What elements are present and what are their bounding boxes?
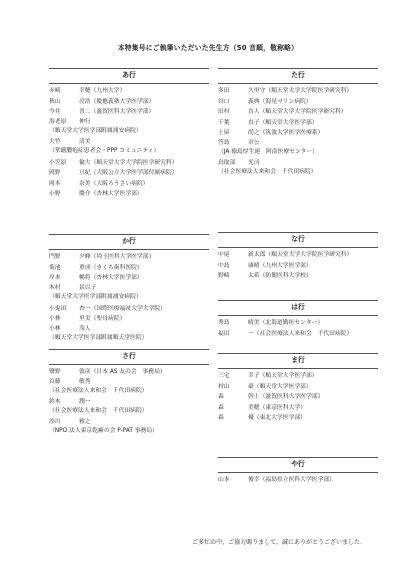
contributor-affiliation: （JA 徳島厚生連 阿南医療センター） bbox=[218, 149, 318, 155]
list-item bbox=[218, 107, 378, 118]
contributor-given-name-affiliation: 優（東北大学医学部） bbox=[248, 415, 306, 421]
list-item bbox=[49, 378, 209, 398]
contributor-list bbox=[49, 86, 209, 200]
contributor-surname: 秋山 bbox=[49, 98, 61, 105]
contributor-surname: 小野 bbox=[49, 191, 61, 197]
contributor-given-name-affiliation: 倫大（順天堂大学大学院医学研究科） bbox=[79, 159, 178, 166]
list-item bbox=[49, 252, 209, 263]
contributor-given-name-affiliation: 潤一 bbox=[79, 398, 91, 405]
contributor-given-name-affiliation: 久里守（順天堂大学大学院医学研究科） bbox=[248, 88, 353, 94]
contributor-surname: 田村 bbox=[218, 109, 230, 115]
contributor-given-name-affiliation: 杏一（国際医療福祉大学大学院） bbox=[79, 305, 166, 312]
list-item bbox=[49, 179, 209, 190]
contributor-affiliation: （順天堂大学医学部附属浦安病院） bbox=[49, 294, 142, 300]
contributor-surname: 中島 bbox=[218, 262, 230, 269]
contributor-given-name-affiliation: 幹士（滋賀医科大学医学部） bbox=[248, 394, 324, 400]
contributor-surname: 鹽野 bbox=[49, 369, 61, 375]
contributor-affiliation: （NPO 法人東京乾癬の会 P-PAT 事務局） bbox=[49, 428, 158, 434]
contributor-surname: 森 bbox=[218, 404, 224, 411]
contributor-affiliation: （順天堂大学医学部附属順天堂医院） bbox=[49, 335, 148, 341]
contributor-given-name-affiliation: 光司 bbox=[248, 159, 260, 166]
contributor-affiliation: （社会医療法人来和会 千代田病院） bbox=[49, 408, 148, 414]
contributor-given-name-affiliation: 一（社会医療法人来和会 千代田病院） bbox=[248, 330, 353, 337]
contributor-surname: 大竹 bbox=[49, 138, 61, 145]
list-item bbox=[49, 118, 209, 138]
contributor-surname: 海老原 bbox=[49, 118, 67, 125]
section-heading: や行 bbox=[218, 457, 378, 473]
contributor-surname: 木村 bbox=[49, 284, 61, 291]
footer-thanks: ご多忙の中，ご協力賜りまして，誠にありがとうございました． bbox=[192, 539, 366, 546]
list-item bbox=[49, 418, 209, 438]
contributor-surname: 赤崎 bbox=[49, 88, 61, 94]
list-item bbox=[218, 86, 378, 97]
list-item bbox=[218, 403, 378, 414]
contributor-affiliation: （掌蹠膿疱症患者会・PPP コミュニティ） bbox=[49, 148, 160, 154]
contributor-surname: 小鬼田 bbox=[49, 305, 67, 312]
contributor-given-name-affiliation: 里実（聖母病院） bbox=[79, 316, 126, 322]
list-item bbox=[49, 86, 209, 97]
contributor-given-name-affiliation: 直子（順天堂大学医学部） bbox=[248, 119, 318, 126]
contributor-given-name-affiliation: 幸子（順天堂大学医学部） bbox=[248, 373, 318, 379]
contributor-surname: 添川 bbox=[49, 418, 61, 425]
section-heading: あ行 bbox=[49, 68, 209, 84]
contributor-list bbox=[218, 475, 378, 486]
contributor-given-name-affiliation: 奈美（大阪ろうさい病院） bbox=[79, 180, 149, 187]
list-item bbox=[218, 139, 378, 159]
contributor-surname: 山本 bbox=[218, 477, 230, 483]
contributor-affiliation: （社会医療法人来和会 千代田病院） bbox=[218, 169, 317, 175]
contributor-surname: 答島 bbox=[218, 139, 230, 146]
contributor-surname: 森 bbox=[218, 394, 224, 400]
contributor-given-name-affiliation: 直人（順天堂大学大学院医学研究科） bbox=[248, 109, 347, 115]
contributor-affiliation: （社会医療法人来和会 千代田病院） bbox=[49, 388, 148, 394]
contributor-surname: 小笠原 bbox=[49, 159, 67, 166]
contributor-given-name-affiliation: 尚之（筑波大学医学医療系） bbox=[248, 130, 324, 136]
list-item bbox=[49, 138, 209, 158]
contributor-list bbox=[49, 252, 209, 345]
contributor-list bbox=[218, 250, 378, 282]
contributor-surname: 鈴木 bbox=[49, 398, 61, 405]
contributor-given-name-affiliation: 亮浩（慶應義塾大学医学部） bbox=[79, 98, 155, 105]
section-right-2 bbox=[218, 300, 378, 339]
section-right-1 bbox=[218, 232, 378, 282]
list-item bbox=[218, 371, 378, 382]
section-right-0 bbox=[218, 68, 378, 179]
list-item bbox=[218, 382, 378, 393]
page-title: 本特集号にご執筆いただいた先生方（50 音順，敬称略） bbox=[117, 44, 299, 52]
contributor-given-name-affiliation: 暢将（杏林大学医学部） bbox=[79, 275, 143, 281]
contributor-list bbox=[49, 367, 209, 438]
contributor-surname: 土屋 bbox=[218, 130, 230, 136]
contributor-given-name-affiliation: 慶介（杏林大学医学部） bbox=[79, 191, 143, 197]
list-item bbox=[49, 273, 209, 284]
contributor-list bbox=[218, 371, 378, 424]
list-item bbox=[49, 97, 209, 108]
list-item bbox=[49, 314, 209, 325]
section-left-0 bbox=[49, 68, 209, 200]
contributor-surname: 中尾 bbox=[218, 252, 230, 258]
contributor-given-name-affiliation: 太希（防衛医科大学校） bbox=[248, 273, 312, 279]
contributor-surname: 谷口 bbox=[218, 98, 230, 105]
contributor-given-name-affiliation: 雅之 bbox=[79, 418, 91, 425]
contributor-given-name-affiliation: 晴美（北海道勤医センター） bbox=[248, 320, 324, 326]
section-heading: さ行 bbox=[49, 349, 209, 365]
contributor-given-name-affiliation: 豪（順天堂大学医学部） bbox=[248, 383, 312, 390]
contributor-given-name-affiliation: 敏秀 bbox=[79, 378, 91, 385]
contributor-surname: 三宅 bbox=[218, 373, 230, 379]
contributor-surname: 門野 bbox=[49, 254, 61, 260]
list-item bbox=[218, 261, 378, 272]
list-item bbox=[49, 367, 209, 378]
list-item bbox=[218, 250, 378, 261]
contributor-given-name-affiliation: 敦彦（日本 AS 友の会 事務局） bbox=[79, 369, 166, 375]
section-right-3 bbox=[218, 353, 378, 424]
list-item bbox=[218, 475, 378, 486]
contributor-surname: 岡本 bbox=[49, 180, 61, 187]
list-item bbox=[49, 189, 209, 200]
contributor-given-name-affiliation: 義典（海星マリン病院） bbox=[248, 98, 312, 105]
contributor-given-name-affiliation: 幸穂（九州大学） bbox=[79, 88, 126, 94]
section-heading: か行 bbox=[49, 234, 209, 250]
list-item bbox=[218, 118, 378, 129]
list-item bbox=[49, 158, 209, 169]
list-item bbox=[49, 325, 209, 345]
list-item bbox=[218, 413, 378, 424]
list-item bbox=[218, 271, 378, 282]
section-heading: た行 bbox=[218, 68, 378, 84]
contributor-list bbox=[218, 318, 378, 339]
contributor-given-name-affiliation: 章公 bbox=[248, 139, 260, 146]
list-item bbox=[218, 318, 378, 329]
contributor-given-name-affiliation: 清美 bbox=[79, 138, 91, 145]
contributor-given-name-affiliation: 美穂（東京医科大学） bbox=[248, 404, 306, 411]
contributor-list bbox=[218, 86, 378, 179]
list-item bbox=[49, 304, 209, 315]
contributor-surname: 野崎 bbox=[218, 273, 230, 279]
list-item bbox=[49, 107, 209, 118]
list-item bbox=[49, 168, 209, 179]
contributor-surname: 岡野 bbox=[49, 170, 61, 176]
contributor-given-name-affiliation: 俊幸（福島県立医科大学医学部） bbox=[248, 477, 335, 483]
section-heading: は行 bbox=[218, 300, 378, 316]
list-item bbox=[49, 398, 209, 418]
contributor-surname: 菊池 bbox=[49, 264, 61, 271]
contributor-surname: 首藤 bbox=[49, 378, 61, 385]
contributor-given-name-affiliation: 亘紀（大阪公立大学医学部付属病院） bbox=[79, 170, 178, 176]
contributor-surname: 森 bbox=[218, 415, 224, 421]
contributor-surname: 鳥取部 bbox=[218, 159, 236, 166]
contributor-surname: 小林 bbox=[49, 316, 61, 322]
contributor-surname: 村山 bbox=[218, 383, 230, 390]
list-item bbox=[218, 329, 378, 340]
contributor-given-name-affiliation: 茂人 bbox=[79, 325, 91, 332]
contributor-given-name-affiliation: 新太郎（順天堂大学大学院医学研究科） bbox=[248, 252, 353, 258]
contributor-given-name-affiliation: 夕峰（埼玉医科大学医学部） bbox=[79, 254, 155, 260]
contributor-surname: 福田 bbox=[218, 330, 230, 337]
contributor-surname: 多田 bbox=[218, 88, 230, 94]
list-item bbox=[218, 392, 378, 403]
contributor-surname: 岸本 bbox=[49, 275, 61, 281]
contributor-given-name-affiliation: 康晴（九州大学医学部） bbox=[248, 262, 312, 269]
contributor-surname: 今井 bbox=[49, 109, 61, 115]
contributor-surname: 千葉 bbox=[218, 119, 230, 126]
section-heading: な行 bbox=[218, 232, 378, 248]
section-left-1 bbox=[49, 234, 209, 345]
contributor-given-name-affiliation: 晋二（滋賀医科大学医学部） bbox=[79, 109, 155, 115]
list-item bbox=[218, 159, 378, 179]
contributor-surname: 秀島 bbox=[218, 320, 230, 326]
list-item bbox=[49, 284, 209, 304]
section-left-2 bbox=[49, 349, 209, 438]
list-item bbox=[49, 263, 209, 274]
contributor-given-name-affiliation: 伸行 bbox=[79, 118, 91, 125]
section-right-4 bbox=[218, 457, 378, 486]
contributor-surname: 小林 bbox=[49, 325, 61, 332]
contributor-given-name-affiliation: 重成（きくち歯科医院） bbox=[79, 264, 143, 271]
list-item bbox=[218, 128, 378, 139]
contributor-affiliation: （順天堂大学医学部附属浦安病院） bbox=[49, 128, 142, 134]
list-item bbox=[218, 97, 378, 108]
contributor-given-name-affiliation: 景以子 bbox=[79, 284, 97, 291]
section-heading: ま行 bbox=[218, 353, 378, 369]
